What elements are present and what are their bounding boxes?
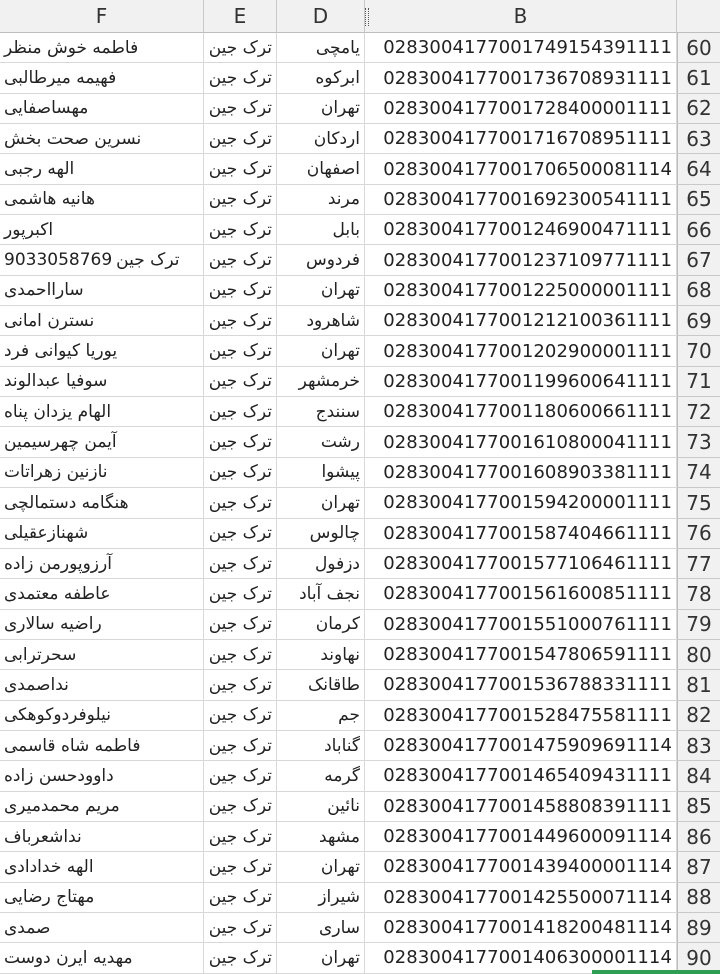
row-header[interactable]: 90 — [677, 943, 720, 973]
cell-d[interactable]: نهاوند — [277, 640, 365, 670]
cell-d[interactable]: دزفول — [277, 549, 365, 579]
cell-f-text: نازنین زهراتات — [4, 462, 108, 483]
cell-f[interactable] — [0, 276, 204, 306]
cell-f-text: مهدیه ایرن دوست — [4, 947, 133, 968]
cell-e[interactable]: ترک جین — [204, 610, 277, 640]
cell-d[interactable]: رشت — [277, 427, 365, 457]
row-header[interactable]: 67 — [677, 245, 720, 275]
cell-d[interactable]: تهران — [277, 276, 365, 306]
cell-e[interactable]: ترک جین — [204, 336, 277, 366]
cell-b[interactable]: 0283004177001475909691114 — [365, 731, 677, 761]
cell-b[interactable]: 0283004177001577106461111 — [365, 549, 677, 579]
cell-e[interactable]: ترک جین — [204, 549, 277, 579]
cell-e[interactable]: ترک جین — [204, 276, 277, 306]
cell-d[interactable]: سنندج — [277, 397, 365, 427]
cell-e[interactable]: ترک جین — [204, 731, 277, 761]
cell-b[interactable]: 0283004177001465409431111 — [365, 761, 677, 791]
cell-f[interactable] — [0, 883, 204, 913]
row-header[interactable]: 86 — [677, 822, 720, 852]
cell-e[interactable]: ترک جین — [204, 154, 277, 184]
cell-f[interactable] — [0, 549, 204, 579]
cell-f-text: صمدی — [4, 917, 51, 938]
cell-d[interactable]: ساری — [277, 913, 365, 943]
cell-f-text: اکبرپور — [4, 219, 54, 240]
cell-f-text: عاطفه معتمدی — [4, 583, 111, 604]
row-header[interactable]: 88 — [677, 883, 720, 913]
row-header[interactable]: 61 — [677, 63, 720, 93]
row-header[interactable]: 77 — [677, 549, 720, 579]
cell-e[interactable]: ترک جین — [204, 883, 277, 913]
cell-b[interactable]: 0283004177001439400001114 — [365, 852, 677, 882]
column-header-e[interactable]: E — [204, 0, 277, 33]
row-header[interactable]: 70 — [677, 336, 720, 366]
cell-f-text: سارااحمدی — [4, 280, 84, 301]
column-header-f[interactable]: F — [0, 0, 204, 33]
cell-f-extra: 9033058769 — [4, 250, 113, 271]
cell-f-text: مریم محمدمیری — [4, 796, 120, 817]
cell-e[interactable]: ترک جین — [204, 488, 277, 518]
cell-f[interactable] — [0, 488, 204, 518]
cell-d[interactable]: تهران — [277, 852, 365, 882]
cell-f-text: فهیمه میرطالبی — [4, 68, 117, 89]
cell-b[interactable]: 0283004177001536788331111 — [365, 670, 677, 700]
cell-f[interactable] — [0, 731, 204, 761]
cell-d[interactable]: چالوس — [277, 519, 365, 549]
cell-d[interactable]: فردوس — [277, 245, 365, 275]
column-header-d[interactable]: D — [277, 0, 365, 33]
cell-f[interactable] — [0, 367, 204, 397]
cell-e[interactable]: ترک جین — [204, 670, 277, 700]
cell-f-text: الهه رجبی — [4, 159, 75, 180]
cell-b[interactable]: 0283004177001736708931111 — [365, 63, 677, 93]
cell-d[interactable]: تهران — [277, 943, 365, 973]
cell-b[interactable]: 0283004177001608903381111 — [365, 458, 677, 488]
cell-f[interactable] — [0, 701, 204, 731]
cell-d[interactable]: تهران — [277, 336, 365, 366]
row-header[interactable]: 87 — [677, 852, 720, 882]
cell-b[interactable]: 0283004177001212100361111 — [365, 306, 677, 336]
cell-e[interactable]: ترک جین — [204, 33, 277, 63]
row-header[interactable]: 72 — [677, 397, 720, 427]
cell-f[interactable] — [0, 458, 204, 488]
cell-f-text: آیمن چهرسیمین — [4, 432, 117, 453]
cell-b[interactable]: 0283004177001728400001111 — [365, 94, 677, 124]
cell-b[interactable]: 0283004177001528475581111 — [365, 701, 677, 731]
cell-e[interactable]: ترک جین — [204, 822, 277, 852]
cell-d[interactable]: مرند — [277, 185, 365, 215]
cell-f[interactable] — [0, 822, 204, 852]
row-header[interactable]: 74 — [677, 458, 720, 488]
cell-f[interactable] — [0, 943, 204, 973]
cell-e[interactable]: ترک جین — [204, 701, 277, 731]
cell-e[interactable]: ترک جین — [204, 792, 277, 822]
cell-e[interactable]: ترک جین — [204, 640, 277, 670]
row-header[interactable]: 75 — [677, 488, 720, 518]
row-header[interactable]: 64 — [677, 154, 720, 184]
row-header[interactable]: 63 — [677, 124, 720, 154]
row-header[interactable]: 65 — [677, 185, 720, 215]
cell-f-text: الهه خدادادی — [4, 856, 94, 877]
cell-e[interactable]: ترک جین — [204, 306, 277, 336]
cell-f[interactable] — [0, 610, 204, 640]
cell-f[interactable] — [0, 397, 204, 427]
cell-b[interactable]: 0283004177001449600091114 — [365, 822, 677, 852]
cell-f-text: نسترن امانی — [4, 310, 95, 331]
cell-d[interactable]: ابرکوه — [277, 63, 365, 93]
row-header[interactable]: 79 — [677, 610, 720, 640]
cell-f-text: مهتاج رضایی — [4, 887, 95, 908]
cell-e[interactable]: ترک جین — [204, 943, 277, 973]
row-header[interactable]: 68 — [677, 276, 720, 306]
cell-e[interactable]: ترک جین — [204, 761, 277, 791]
cell-d[interactable]: نائین — [277, 792, 365, 822]
cell-b[interactable]: 0283004177001610800041111 — [365, 427, 677, 457]
cell-b[interactable]: 0283004177001594200001111 — [365, 488, 677, 518]
cell-d[interactable]: شیراز — [277, 883, 365, 913]
cell-d[interactable]: نجف آباد — [277, 579, 365, 609]
cell-b[interactable]: 0283004177001237109771111 — [365, 245, 677, 275]
cell-f[interactable] — [0, 306, 204, 336]
cell-f-text: ترک جین — [116, 250, 180, 271]
cell-d[interactable]: جم — [277, 701, 365, 731]
cell-d[interactable]: بابل — [277, 215, 365, 245]
cell-d[interactable]: مشهد — [277, 822, 365, 852]
cell-f-text: سوفیا عبدالوند — [4, 371, 108, 392]
cell-b[interactable]: 0283004177001202900001111 — [365, 336, 677, 366]
cell-e[interactable]: ترک جین — [204, 427, 277, 457]
cell-e[interactable]: ترک جین — [204, 458, 277, 488]
cell-f[interactable] — [0, 245, 204, 275]
row-header[interactable]: 73 — [677, 427, 720, 457]
cell-e[interactable]: ترک جین — [204, 852, 277, 882]
cell-b[interactable]: 0283004177001551000761111 — [365, 610, 677, 640]
cell-f[interactable] — [0, 519, 204, 549]
cell-f-text: راضیه سالاری — [4, 614, 102, 635]
cell-d[interactable]: خرمشهر — [277, 367, 365, 397]
cell-e[interactable]: ترک جین — [204, 215, 277, 245]
cell-f[interactable] — [0, 154, 204, 184]
cell-f[interactable] — [0, 336, 204, 366]
cell-f[interactable] — [0, 579, 204, 609]
row-header[interactable]: 60 — [677, 33, 720, 63]
cell-f-text: نداصمدی — [4, 674, 69, 695]
cell-b[interactable]: 0283004177001587404661111 — [365, 519, 677, 549]
cell-e[interactable]: ترک جین — [204, 913, 277, 943]
cell-b[interactable]: 0283004177001706500081114 — [365, 154, 677, 184]
cell-e[interactable]: ترک جین — [204, 185, 277, 215]
cell-f[interactable] — [0, 124, 204, 154]
cell-e[interactable]: ترک جین — [204, 367, 277, 397]
cell-d[interactable]: اصفهان — [277, 154, 365, 184]
cell-d[interactable]: گناباد — [277, 731, 365, 761]
cell-e[interactable]: ترک جین — [204, 63, 277, 93]
selection-indicator — [592, 970, 720, 974]
cell-d[interactable]: تهران — [277, 94, 365, 124]
column-header-b[interactable]: B — [365, 0, 677, 33]
cell-f-text: الهام یزدان پناه — [4, 401, 112, 422]
cell-b[interactable]: 0283004177001458808391111 — [365, 792, 677, 822]
cell-f[interactable] — [0, 215, 204, 245]
cell-d[interactable]: شاهرود — [277, 306, 365, 336]
cell-b[interactable]: 0283004177001199600641111 — [365, 367, 677, 397]
corner-select-all[interactable] — [677, 0, 720, 33]
cell-b[interactable]: 0283004177001547806591111 — [365, 640, 677, 670]
row-header[interactable]: 84 — [677, 761, 720, 791]
cell-b[interactable]: 0283004177001425500071114 — [365, 883, 677, 913]
cell-b[interactable]: 0283004177001749154391111 — [365, 33, 677, 63]
cell-b[interactable]: 0283004177001692300541111 — [365, 185, 677, 215]
row-header[interactable]: 89 — [677, 913, 720, 943]
cell-f[interactable] — [0, 33, 204, 63]
cell-d[interactable]: کرمان — [277, 610, 365, 640]
cell-f-text: هنگامه دستمالچی — [4, 492, 129, 513]
row-header[interactable]: 66 — [677, 215, 720, 245]
cell-f[interactable] — [0, 670, 204, 700]
row-header[interactable]: 78 — [677, 579, 720, 609]
cell-e[interactable]: ترک جین — [204, 94, 277, 124]
cell-b[interactable]: 0283004177001406300001114 — [365, 943, 677, 973]
cell-f-text: نداشعرباف — [4, 826, 82, 847]
cell-f[interactable] — [0, 640, 204, 670]
row-header[interactable]: 62 — [677, 94, 720, 124]
cell-f-text: داوودحسن زاده — [4, 765, 114, 786]
cell-f[interactable] — [0, 185, 204, 215]
cell-d[interactable]: پیشوا — [277, 458, 365, 488]
cell-f[interactable] — [0, 792, 204, 822]
cell-d[interactable]: اردکان — [277, 124, 365, 154]
cell-e[interactable]: ترک جین — [204, 397, 277, 427]
cell-f-text: هانیه هاشمی — [4, 189, 95, 210]
cell-f-text: مهساصفایی — [4, 98, 89, 119]
cell-d[interactable]: تهران — [277, 488, 365, 518]
cell-b[interactable]: 0283004177001716708951111 — [365, 124, 677, 154]
cell-b[interactable]: 0283004177001418200481114 — [365, 913, 677, 943]
row-header[interactable]: 71 — [677, 367, 720, 397]
cell-f[interactable] — [0, 94, 204, 124]
row-header[interactable]: 85 — [677, 792, 720, 822]
cell-b[interactable]: 0283004177001246900471111 — [365, 215, 677, 245]
column-resize-handle[interactable] — [365, 8, 369, 26]
cell-e[interactable]: ترک جین — [204, 124, 277, 154]
cell-f-text: نسرین صحت بخش — [4, 128, 142, 149]
cell-b[interactable]: 0283004177001225000001111 — [365, 276, 677, 306]
cell-f-text: شهنازعقیلی — [4, 523, 89, 544]
cell-f-text: یوریا کیوانی فرد — [4, 341, 118, 362]
cell-d[interactable]: گرمه — [277, 761, 365, 791]
cell-e[interactable]: ترک جین — [204, 519, 277, 549]
cell-b[interactable]: 0283004177001561600851111 — [365, 579, 677, 609]
cell-f[interactable] — [0, 427, 204, 457]
cell-f-text: سحرترابی — [4, 644, 77, 665]
cell-f-text: فاطمه خوش منظر — [4, 37, 139, 58]
cell-f[interactable] — [0, 63, 204, 93]
row-header[interactable]: 76 — [677, 519, 720, 549]
cell-e[interactable]: ترک جین — [204, 245, 277, 275]
cell-f[interactable] — [0, 761, 204, 791]
cell-f-text: آرزوپورمن زاده — [4, 553, 112, 574]
row-header[interactable]: 81 — [677, 670, 720, 700]
cell-f-text: نیلوفردوکوهکی — [4, 705, 111, 726]
cell-f-text: فاطمه شاه قاسمی — [4, 735, 141, 756]
cell-d[interactable]: طاقانک — [277, 670, 365, 700]
cell-b[interactable]: 0283004177001180600661111 — [365, 397, 677, 427]
cell-f[interactable] — [0, 913, 204, 943]
cell-d[interactable]: یامچی — [277, 33, 365, 63]
row-header[interactable]: 83 — [677, 731, 720, 761]
cell-e[interactable]: ترک جین — [204, 579, 277, 609]
row-header[interactable]: 82 — [677, 701, 720, 731]
row-header[interactable]: 80 — [677, 640, 720, 670]
row-header[interactable]: 69 — [677, 306, 720, 336]
cell-f[interactable] — [0, 852, 204, 882]
